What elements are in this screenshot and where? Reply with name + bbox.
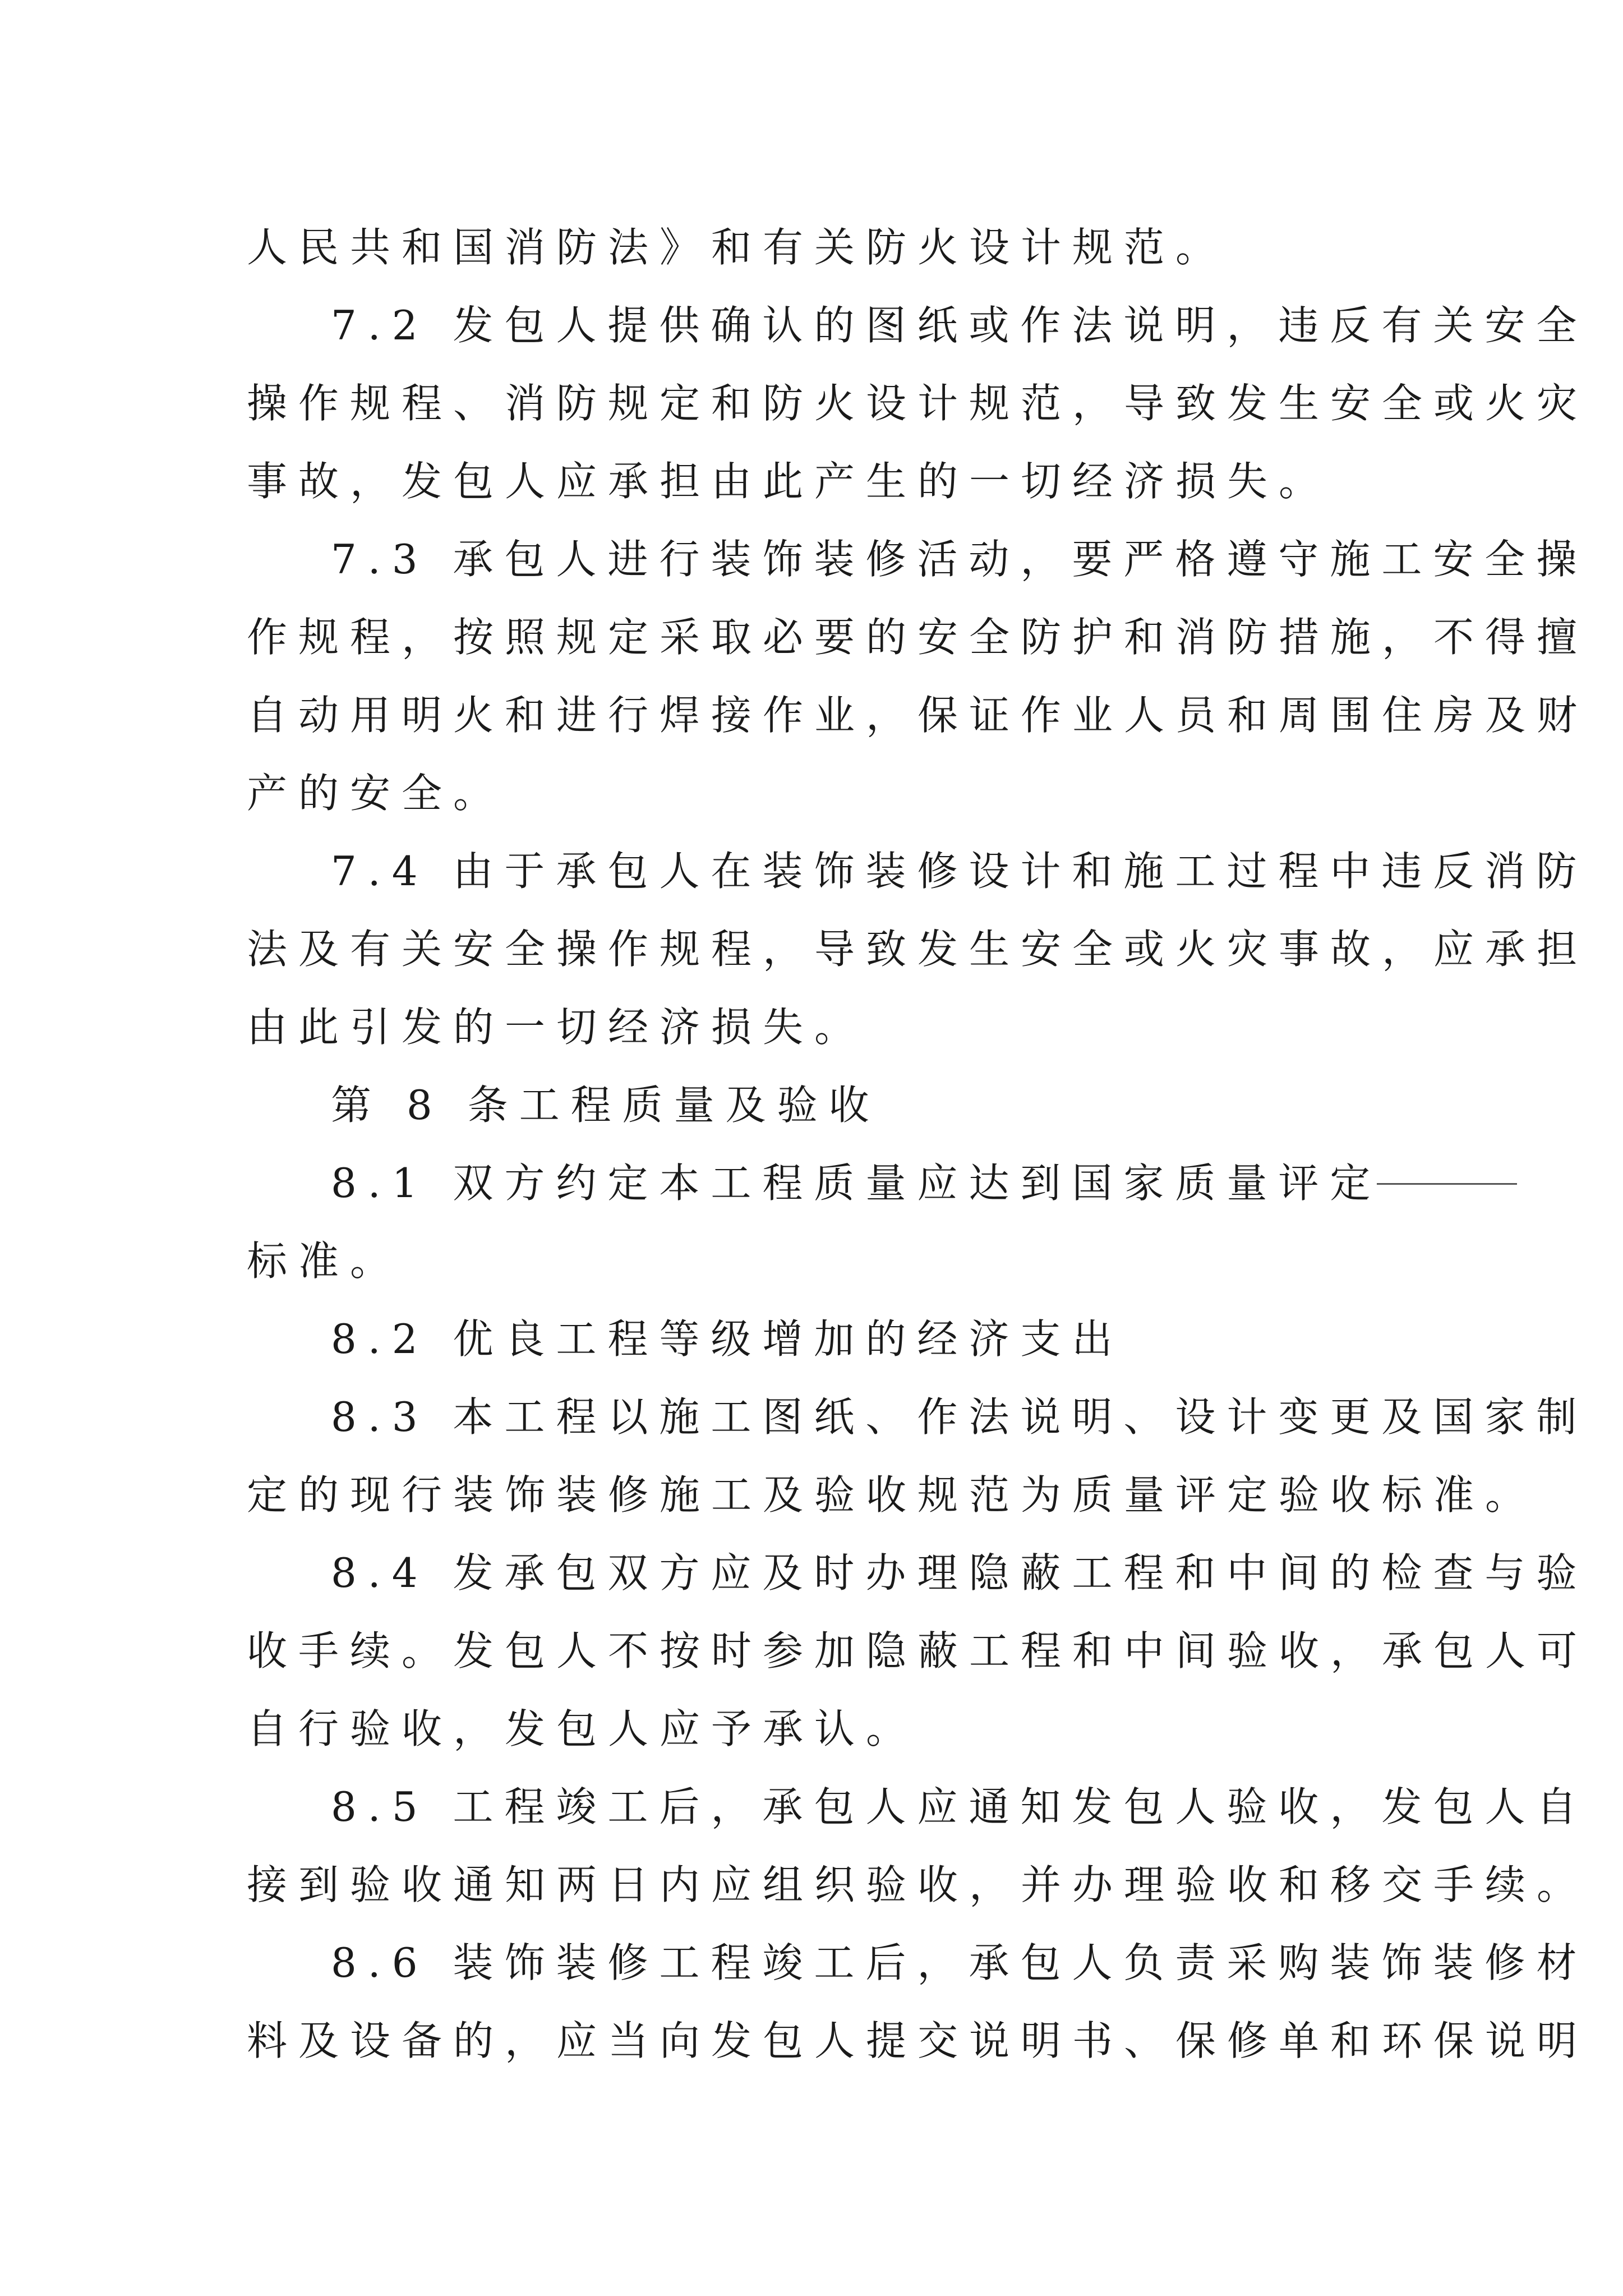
- clause-8-2-line: 8.2 优良工程等级增加的经济支出: [331, 1315, 1124, 1363]
- text-line: 自行验收，发包人应予承认。: [247, 1705, 918, 1752]
- text-line: 事故，发包人应承担由此产生的一切经济损失。: [247, 458, 1331, 505]
- text-line: 自动用明火和进行焊接作业，保证作业人员和周围住房及财: [247, 692, 1589, 739]
- text-line: 法及有关安全操作规程，导致发生安全或火灾事故，应承担: [247, 926, 1589, 973]
- document-page: [247, 209, 1589, 2080]
- clause-8-5-line: 8.5 工程竣工后，承包人应通知发包人验收，发包人自: [331, 1783, 1588, 1830]
- clause-7-3-line: 7.3 承包人进行装饰装修活动，要严格遵守施工安全操: [331, 536, 1588, 583]
- text-line: 由此引发的一切经济损失。: [247, 1004, 866, 1051]
- fill-in-blank: [1377, 1183, 1517, 1185]
- text-line: 接到验收通知两日内应组织验收，并办理验收和移交手续。: [247, 1861, 1589, 1908]
- clause-8-6-line: 8.6 装饰装修工程竣工后，承包人负责采购装饰装修材: [331, 1939, 1588, 1986]
- text-line: 产的安全。: [247, 770, 505, 817]
- text-line: 作规程，按照规定采取必要的安全防护和消防措施，不得擅: [247, 614, 1589, 661]
- text-line: 标准。: [247, 1237, 402, 1285]
- clause-7-4-line: 7.4 由于承包人在装饰装修设计和施工过程中违反消防: [331, 848, 1588, 895]
- section-heading: 第 8 条工程质量及验收: [331, 1082, 880, 1129]
- text-line: 定的现行装饰装修施工及验收规范为质量评定验收标准。: [247, 1471, 1537, 1519]
- text-line: 收手续。发包人不按时参加隐蔽工程和中间验收，承包人可: [247, 1627, 1589, 1674]
- text-line: 人民共和国消防法》和有关防火设计规范。: [247, 224, 1228, 271]
- clause-7-2-line: 7.2 发包人提供确认的图纸或作法说明，违反有关安全: [331, 302, 1588, 349]
- text-line: 料及设备的，应当向发包人提交说明书、保修单和环保说明: [247, 2017, 1589, 2064]
- clause-8-3-line: 8.3 本工程以施工图纸、作法说明、设计变更及国家制: [331, 1393, 1588, 1441]
- clause-8-4-line: 8.4 发承包双方应及时办理隐蔽工程和中间的检查与验: [331, 1549, 1588, 1596]
- clause-8-1-line: [247, 1144, 1391, 1222]
- clause-8-1-text: 8.1 双方约定本工程质量应达到国家质量评定: [331, 1159, 1382, 1207]
- text-line: 操作规程、消防规定和防火设计规范，导致发生安全或火灾: [247, 380, 1589, 427]
